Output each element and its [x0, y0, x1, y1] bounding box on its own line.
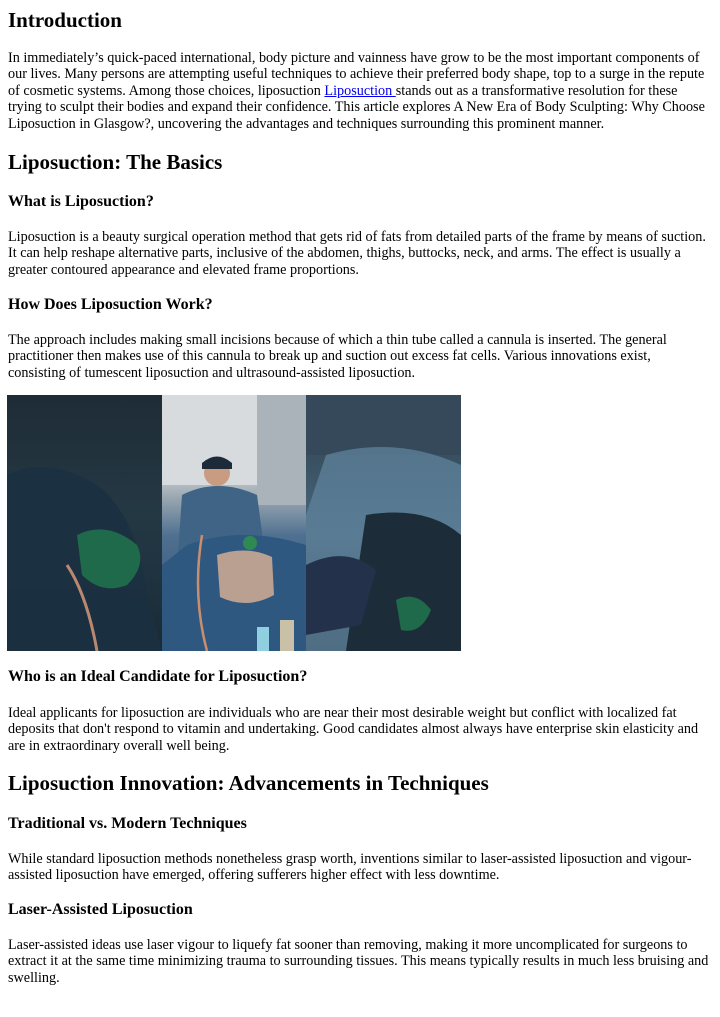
heading-laser-assisted: Laser-Assisted Liposuction: [8, 901, 193, 918]
paragraph-introduction: [8, 50, 710, 132]
heading-basics: Liposuction: The Basics: [8, 150, 223, 174]
heading-ideal-candidate: Who is an Ideal Candidate for Liposuction?: [8, 668, 308, 685]
heading-innovation: Liposuction Innovation: Advancements in Techniques: [8, 771, 489, 795]
heading-traditional-vs-modern: Traditional vs. Modern Techniques: [8, 815, 247, 832]
photo-panel-middle: [162, 395, 306, 651]
heading-introduction: Introduction: [8, 8, 122, 32]
heading-what-is-liposuction: What is Liposuction?: [8, 193, 154, 210]
paragraph-ideal-candidate: Ideal applicants for liposuction are individuals who are near their most desirable weight but conflict with localized fat deposits that don't respond to vitamin and undertaking. Good candidates almost always have enterprise skin elasticity and are in extraordinary overall well being.: [8, 705, 699, 754]
paragraph-laser-assisted: Laser-assisted ideas use laser vigour to liquefy fat sooner than removing, making it more uncomplicated for surgeons to extract it at the same time minimizing trauma to surrounding tissues. This means typically results in much less bruising and swelling.: [8, 937, 709, 986]
intro-text-after: stands out as a transformative resolution for these trying to sculpt their bodies and expand their confidence. This article explores A New Era of Body Sculpting: Why Choose Liposuction in Glasgow?, uncovering the advantages and techniques surrounding this prominent manner.: [8, 82, 705, 132]
photo-middle-scene: [162, 395, 306, 651]
heading-how-does-it-work: How Does Liposuction Work?: [8, 296, 213, 313]
photo-left-figure: [7, 395, 162, 651]
liposuction-link[interactable]: Liposuction: [324, 82, 396, 99]
photo-panel-left: [7, 395, 162, 651]
photo-panel-right: [306, 395, 461, 651]
photo-right-figure: [306, 395, 461, 651]
paragraph-traditional-vs-modern: While standard liposuction methods nonetheless grasp worth, inventions similar to laser-assisted liposuction and vigour-assisted liposuction have emerged, offering sufferers higher effect with less downtime.: [8, 851, 692, 884]
paragraph-how-does-it-work: The approach includes making small incisions because of which a thin tube called a cannula is inserted. The general practitioner then makes use of this cannula to break up and suction out excess fat cells. Various innovations exist, consisting of tumescent liposuction and ultrasound-assisted liposuction.: [8, 332, 667, 381]
paragraph-what-is-liposuction: Liposuction is a beauty surgical operation method that gets rid of fats from detailed parts of the frame by means of suction. It can help reshape alternative parts, inclusive of the abdomen, thighs, buttocks, neck, and arms. The effect is usually a greater contoured appearance and elevated frame proportions.: [8, 229, 706, 278]
surgery-photo: [7, 395, 461, 651]
intro-text-before: In immediately’s quick-paced international, body picture and vainness have grow to be the most important components of our lives. Many persons are attempting useful techniques to achieve their preferred body shape, top to a surge in the repute of cosmetic systems. Among those choices, liposuction: [8, 50, 705, 99]
